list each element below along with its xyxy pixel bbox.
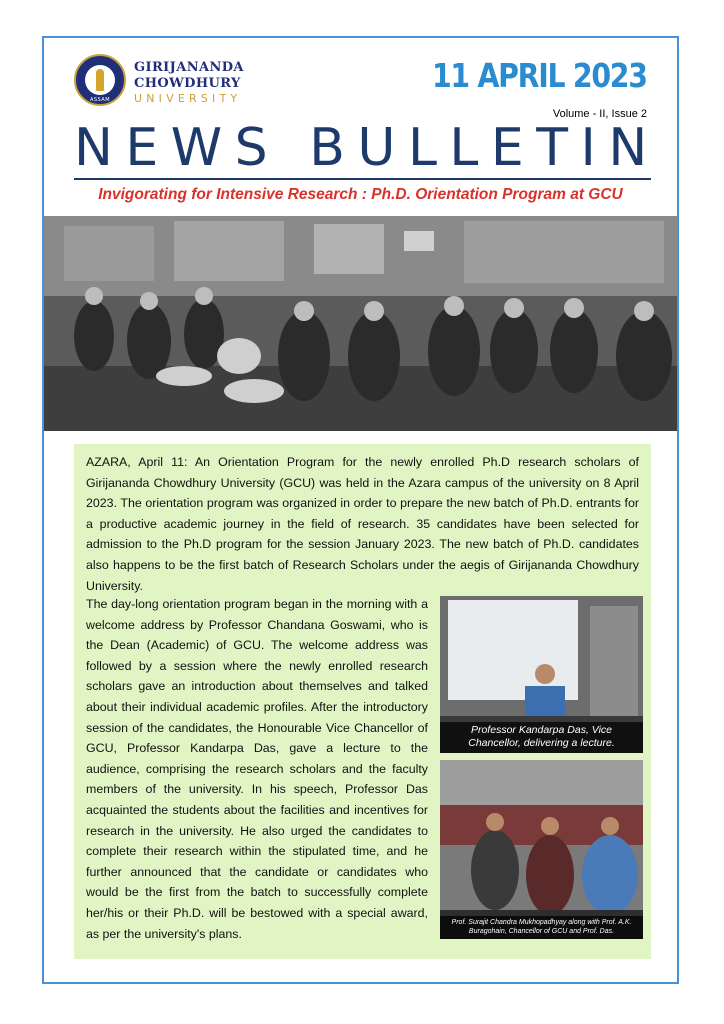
photo1-caption: Professor Kandarpa Das, Vice Chancellor, delivering a lecture. (440, 722, 643, 753)
photo-vice-chancellor-lecture (440, 596, 643, 753)
volume-issue: Volume - II, Issue 2 (552, 108, 647, 120)
photo-chancellor-guests (440, 760, 643, 939)
university-logo (74, 54, 264, 110)
issue-date: 11 APRIL 2023 (432, 56, 647, 95)
seal-text: ASSAM (89, 97, 111, 103)
masthead-rule (74, 178, 651, 180)
article-paragraph-2: The day-long orientation program began in the morning with a welcome address by Professor Chandana Goswami, who is the Dean (Academic) of GCU. The welcome address was followed by a session where the newly enrolled research scholars gave an introduction about themselves and talked about their individual academic profiles. After the introductory session of the candidates, the Honourable Vice Chancellor of GCU, Professor Kandarpa Das, gave a lecture to the audience, comprising the research scholars and the faculty members of the university. In his speech, Professor Das acquainted the students about the facilities and incentives for research in the university. He also urged the candidates to complete their research within the stipulated time, and he further announced that the candidate or candidates who would be the first from the batch to successfully complete her/his or their Ph.D. will be bestowed with a special award, as per the university's plans. (86, 597, 428, 941)
university-name-line2: CHOWDHURY (134, 76, 241, 91)
university-seal-icon (74, 54, 126, 106)
photo2-caption: Prof. Surajit Chandra Mukhopadhyay along with Prof. A.K. Buragohain, Chancellor of GCU and Prof. Das. (440, 916, 643, 939)
article-body (74, 444, 651, 959)
hero-photo-audience (44, 216, 677, 431)
university-name-line1: GIRIJANANDA (134, 60, 244, 75)
masthead-title: NEWS BULLETIN (74, 118, 660, 178)
bulletin-page (42, 36, 679, 984)
article-paragraph-1: AZARA, April 11: An Orientation Program for the newly enrolled Ph.D research scholars of Girijananda Chowdhury University (GCU) was held in the Azara campus of the university on 8 April 2023. The orientation program was organized in order to prepare the new batch of Ph.D. entrants for a productive academic journey in the field of research. 35 candidates have been selected for admission to the Ph.D program for the session January 2023. The new batch of Ph.D. candidates also happens to be the first batch of Research Scholars under the aegis of Girijananda Chowdhury University. (86, 455, 639, 593)
university-name-line3: UNIVERSITY (134, 92, 242, 105)
article-headline: Invigorating for Intensive Research : Ph.D. Orientation Program at GCU (98, 186, 623, 203)
